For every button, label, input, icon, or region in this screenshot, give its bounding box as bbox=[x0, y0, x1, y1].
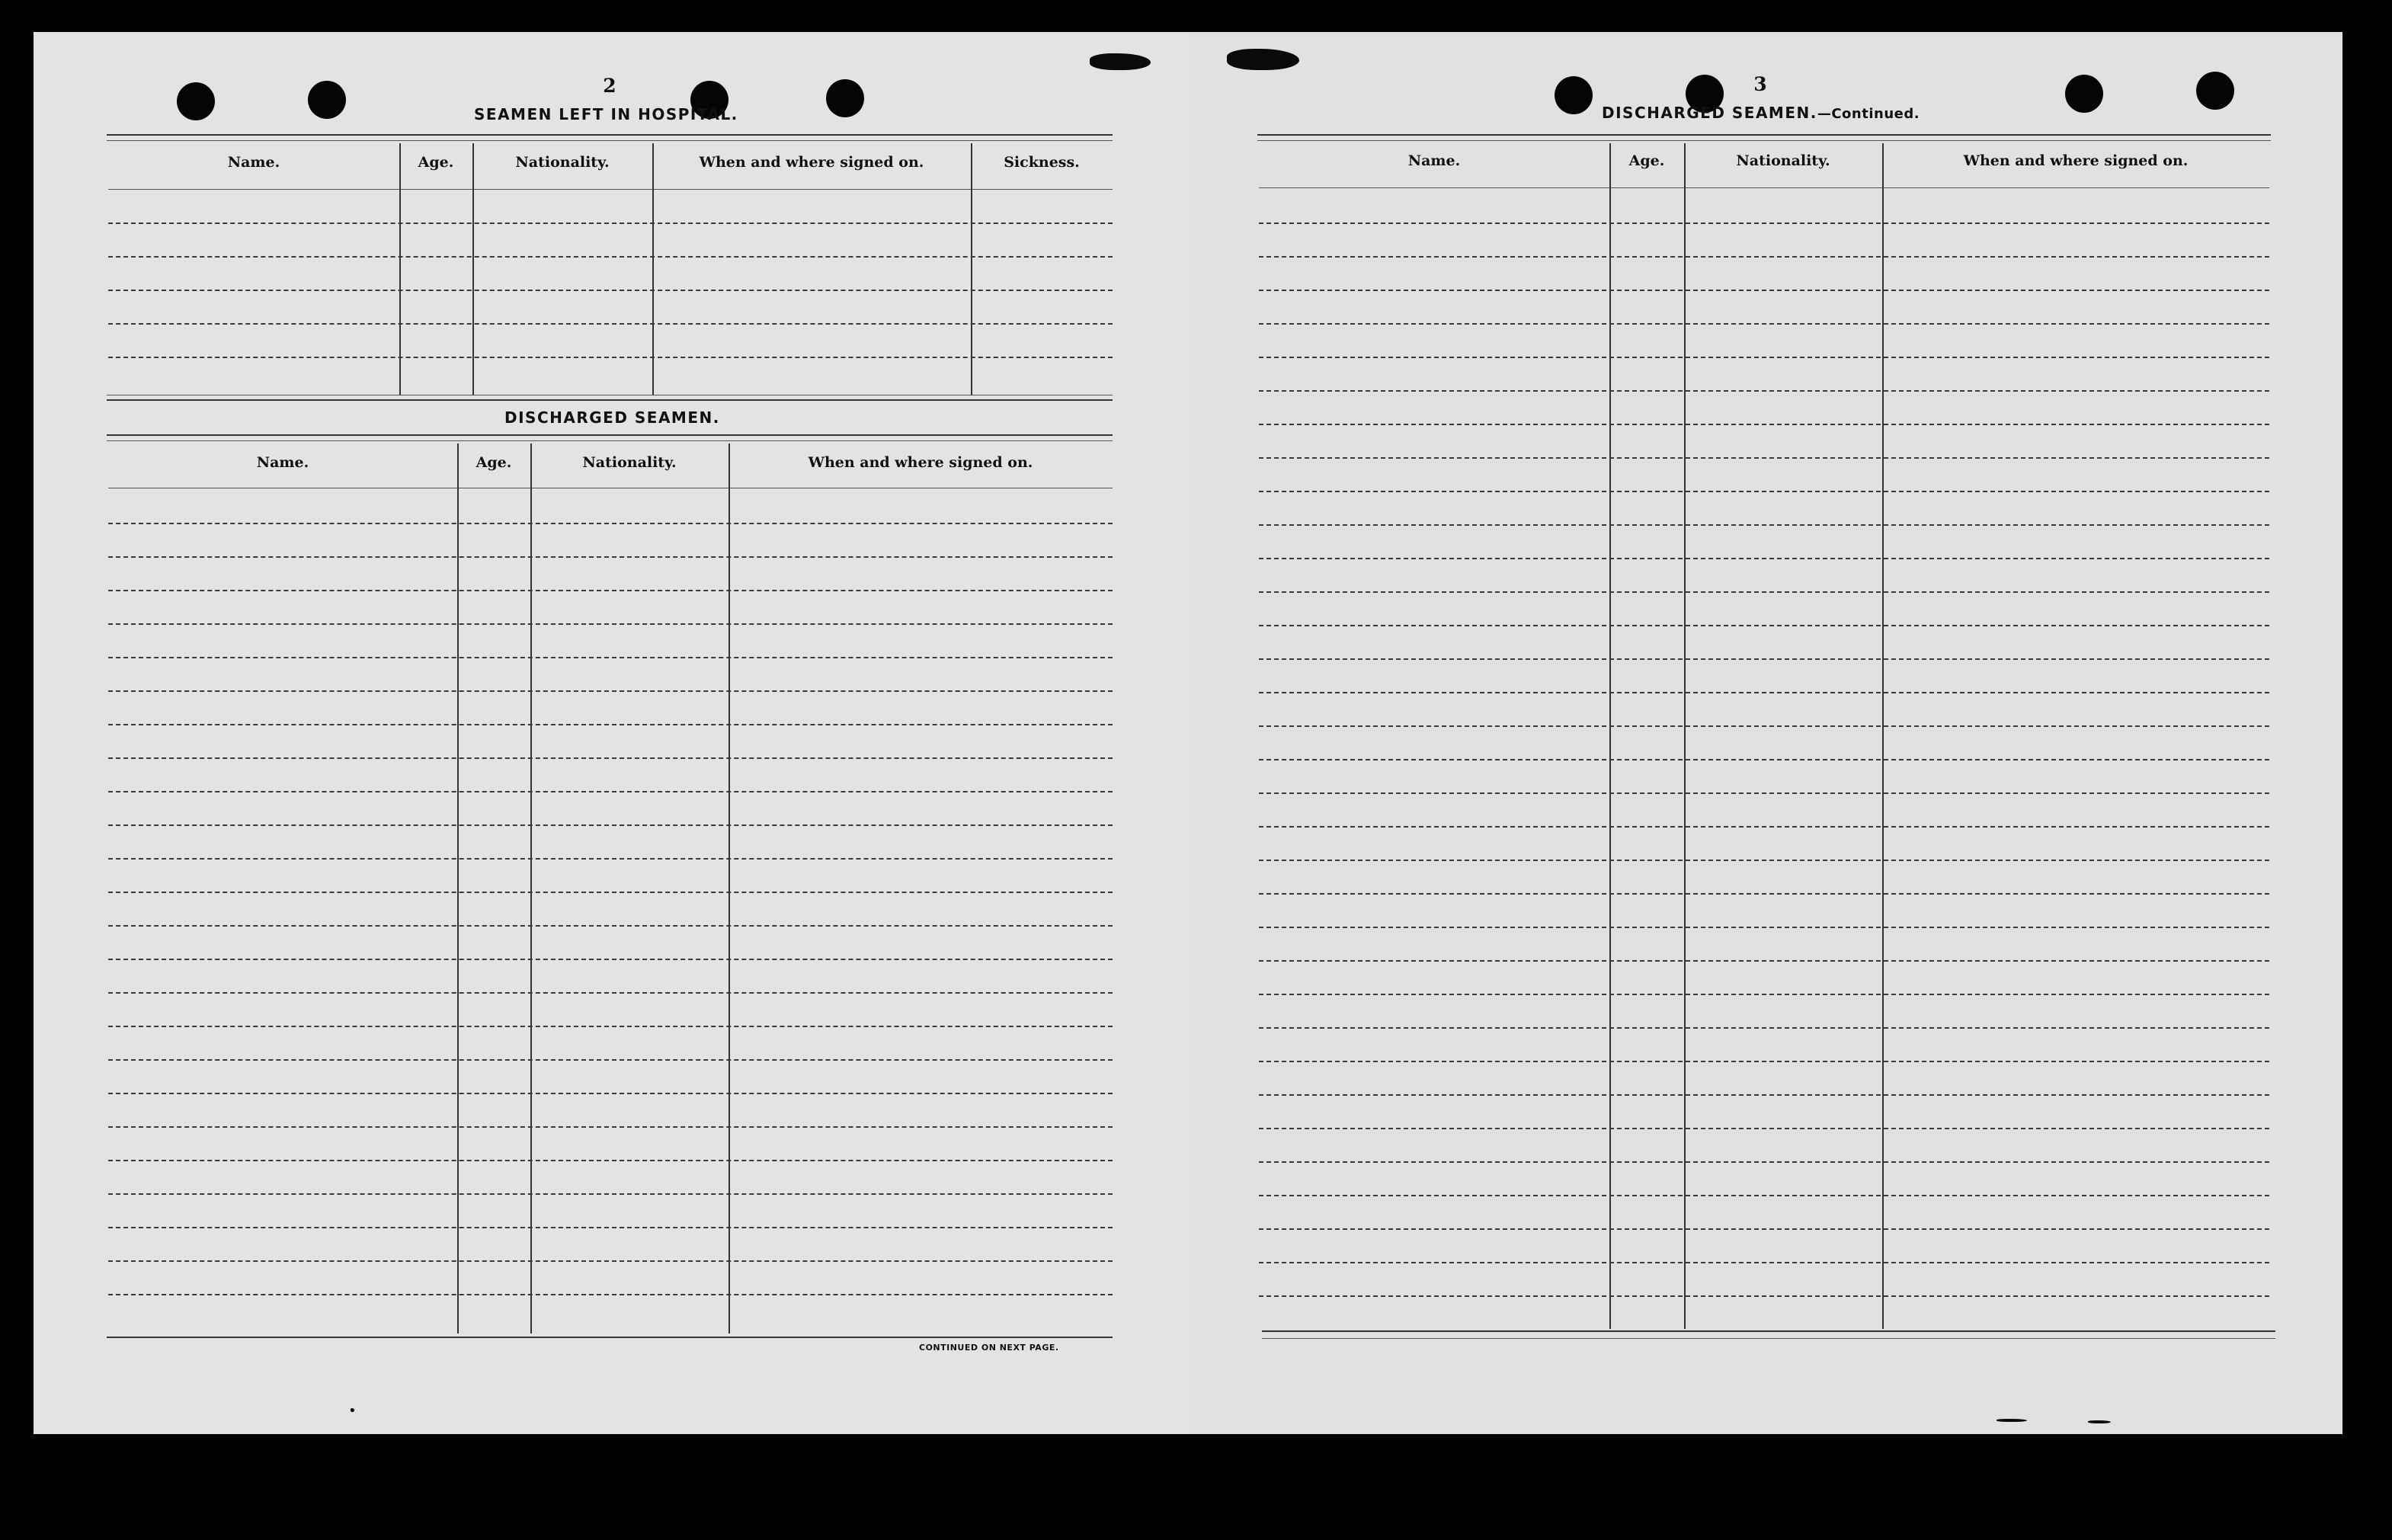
header-underline bbox=[1259, 187, 2269, 188]
ruled-row-line bbox=[1259, 223, 2269, 224]
ruled-row-line bbox=[108, 1093, 1113, 1094]
ruled-row-line bbox=[1259, 792, 2269, 794]
ruled-row-line bbox=[1259, 390, 2269, 392]
ruled-row-line bbox=[108, 1260, 1113, 1262]
column-header: Name. bbox=[1407, 152, 1461, 169]
ruled-row-line bbox=[108, 1026, 1113, 1027]
rule bbox=[107, 440, 1113, 441]
ruled-row-line bbox=[1259, 759, 2269, 760]
continued-suffix: —Continued. bbox=[1817, 106, 1920, 122]
rule bbox=[1257, 140, 2271, 141]
ruled-row-line bbox=[1259, 1195, 2269, 1196]
ruled-row-line bbox=[1259, 457, 2269, 459]
ruled-row-line bbox=[108, 523, 1113, 524]
ruled-row-line bbox=[108, 757, 1113, 759]
ruled-row-line bbox=[1259, 960, 2269, 962]
page-number-left: 2 bbox=[603, 75, 616, 97]
ruled-row-line bbox=[108, 357, 1113, 358]
ruled-row-line bbox=[1259, 524, 2269, 526]
rule bbox=[107, 140, 1113, 141]
speck bbox=[351, 1408, 354, 1412]
ruled-row-line bbox=[108, 1294, 1113, 1295]
punch-hole bbox=[1555, 76, 1593, 114]
ruled-row-line bbox=[1259, 658, 2269, 660]
column-header: Nationality. bbox=[582, 454, 677, 471]
column-header: Nationality. bbox=[1736, 152, 1830, 169]
column-divider bbox=[457, 443, 459, 1333]
ruled-row-line bbox=[108, 791, 1113, 792]
column-divider bbox=[1609, 143, 1611, 1329]
column-header: Nationality. bbox=[515, 154, 610, 171]
ruled-row-line bbox=[1259, 290, 2269, 291]
ruled-row-line bbox=[108, 623, 1113, 625]
right-page bbox=[1189, 32, 2342, 1434]
column-header: Age. bbox=[418, 154, 454, 171]
rule bbox=[1257, 134, 2271, 136]
ruled-row-line bbox=[1259, 357, 2269, 358]
ruled-row-line bbox=[108, 657, 1113, 658]
ruled-row-line bbox=[1259, 323, 2269, 325]
ruled-row-line bbox=[1259, 1061, 2269, 1062]
ruled-row-line bbox=[1259, 1295, 2269, 1297]
column-header: Name. bbox=[227, 154, 280, 171]
punch-hole bbox=[2196, 72, 2234, 110]
ruled-row-line bbox=[1259, 1262, 2269, 1263]
ruled-row-line bbox=[108, 223, 1113, 224]
continued-note: CONTINUED ON NEXT PAGE. bbox=[919, 1343, 1059, 1353]
ruled-row-line bbox=[108, 925, 1113, 927]
ruled-row-line bbox=[108, 590, 1113, 591]
ruled-row-line bbox=[108, 690, 1113, 692]
header-underline bbox=[108, 189, 1113, 190]
speck bbox=[2088, 1420, 2111, 1423]
ruled-row-line bbox=[108, 959, 1113, 960]
left-page bbox=[34, 32, 1199, 1434]
ruled-row-line bbox=[108, 724, 1113, 725]
rule bbox=[107, 434, 1113, 436]
column-header: Age. bbox=[476, 454, 512, 471]
ruled-row-line bbox=[108, 256, 1113, 258]
column-header: Age. bbox=[1628, 152, 1665, 169]
ruled-row-line bbox=[108, 1193, 1113, 1195]
ruled-row-line bbox=[108, 1059, 1113, 1061]
hospital-section-title: SEAMEN LEFT IN HOSPITAL. bbox=[474, 105, 738, 123]
column-header: Name. bbox=[256, 454, 309, 471]
ruled-row-line bbox=[1259, 927, 2269, 928]
rule bbox=[107, 1337, 1113, 1338]
ruled-row-line bbox=[1259, 692, 2269, 693]
ruled-row-line bbox=[108, 892, 1113, 893]
ruled-row-line bbox=[108, 290, 1113, 291]
punch-hole bbox=[2065, 75, 2103, 113]
column-divider bbox=[530, 443, 532, 1333]
punch-hole bbox=[308, 81, 346, 119]
ruled-row-line bbox=[1259, 1094, 2269, 1096]
discharged-section-title-right bbox=[1602, 104, 1920, 122]
ruled-row-line bbox=[1259, 1128, 2269, 1129]
ruled-row-line bbox=[1259, 893, 2269, 895]
ruled-row-line bbox=[1259, 725, 2269, 727]
ruled-row-line bbox=[108, 556, 1113, 558]
column-header: When and where signed on. bbox=[1963, 152, 2189, 169]
torn-mark bbox=[1227, 49, 1299, 70]
ruled-row-line bbox=[1259, 860, 2269, 861]
rule bbox=[107, 134, 1113, 136]
rule bbox=[107, 399, 1113, 401]
ruled-row-line bbox=[1259, 591, 2269, 593]
rule bbox=[1262, 1338, 2275, 1339]
ruled-row-line bbox=[108, 858, 1113, 860]
speck bbox=[1997, 1419, 2027, 1422]
ruled-row-line bbox=[1259, 1027, 2269, 1029]
ruled-row-line bbox=[1259, 256, 2269, 258]
rule bbox=[1262, 1330, 2275, 1332]
torn-mark bbox=[1090, 53, 1151, 70]
ruled-row-line bbox=[108, 1227, 1113, 1228]
ruled-row-line bbox=[1259, 1161, 2269, 1163]
ruled-row-line bbox=[1259, 424, 2269, 425]
ruled-row-line bbox=[108, 992, 1113, 994]
column-divider bbox=[1684, 143, 1686, 1329]
ruled-row-line bbox=[1259, 1228, 2269, 1230]
ruled-row-line bbox=[1259, 826, 2269, 828]
ruled-row-line bbox=[1259, 625, 2269, 626]
ruled-row-line bbox=[1259, 491, 2269, 492]
column-divider bbox=[1882, 143, 1884, 1329]
ruled-row-line bbox=[1259, 994, 2269, 995]
ruled-row-line bbox=[1259, 558, 2269, 559]
column-header: When and where signed on. bbox=[808, 454, 1033, 471]
discharged-section-title-left: DISCHARGED SEAMEN. bbox=[504, 408, 720, 427]
ruled-row-line bbox=[108, 824, 1113, 826]
ruled-row-line bbox=[108, 323, 1113, 325]
column-header: When and where signed on. bbox=[699, 154, 924, 171]
ruled-row-line bbox=[108, 1126, 1113, 1128]
column-divider bbox=[728, 443, 730, 1333]
ruled-row-line bbox=[108, 1160, 1113, 1161]
punch-hole bbox=[177, 82, 215, 120]
page-number-right: 3 bbox=[1753, 73, 1767, 95]
punch-hole bbox=[826, 79, 864, 117]
discharged-title-text: DISCHARGED SEAMEN. bbox=[1602, 104, 1817, 122]
column-header: Sickness. bbox=[1004, 154, 1080, 171]
